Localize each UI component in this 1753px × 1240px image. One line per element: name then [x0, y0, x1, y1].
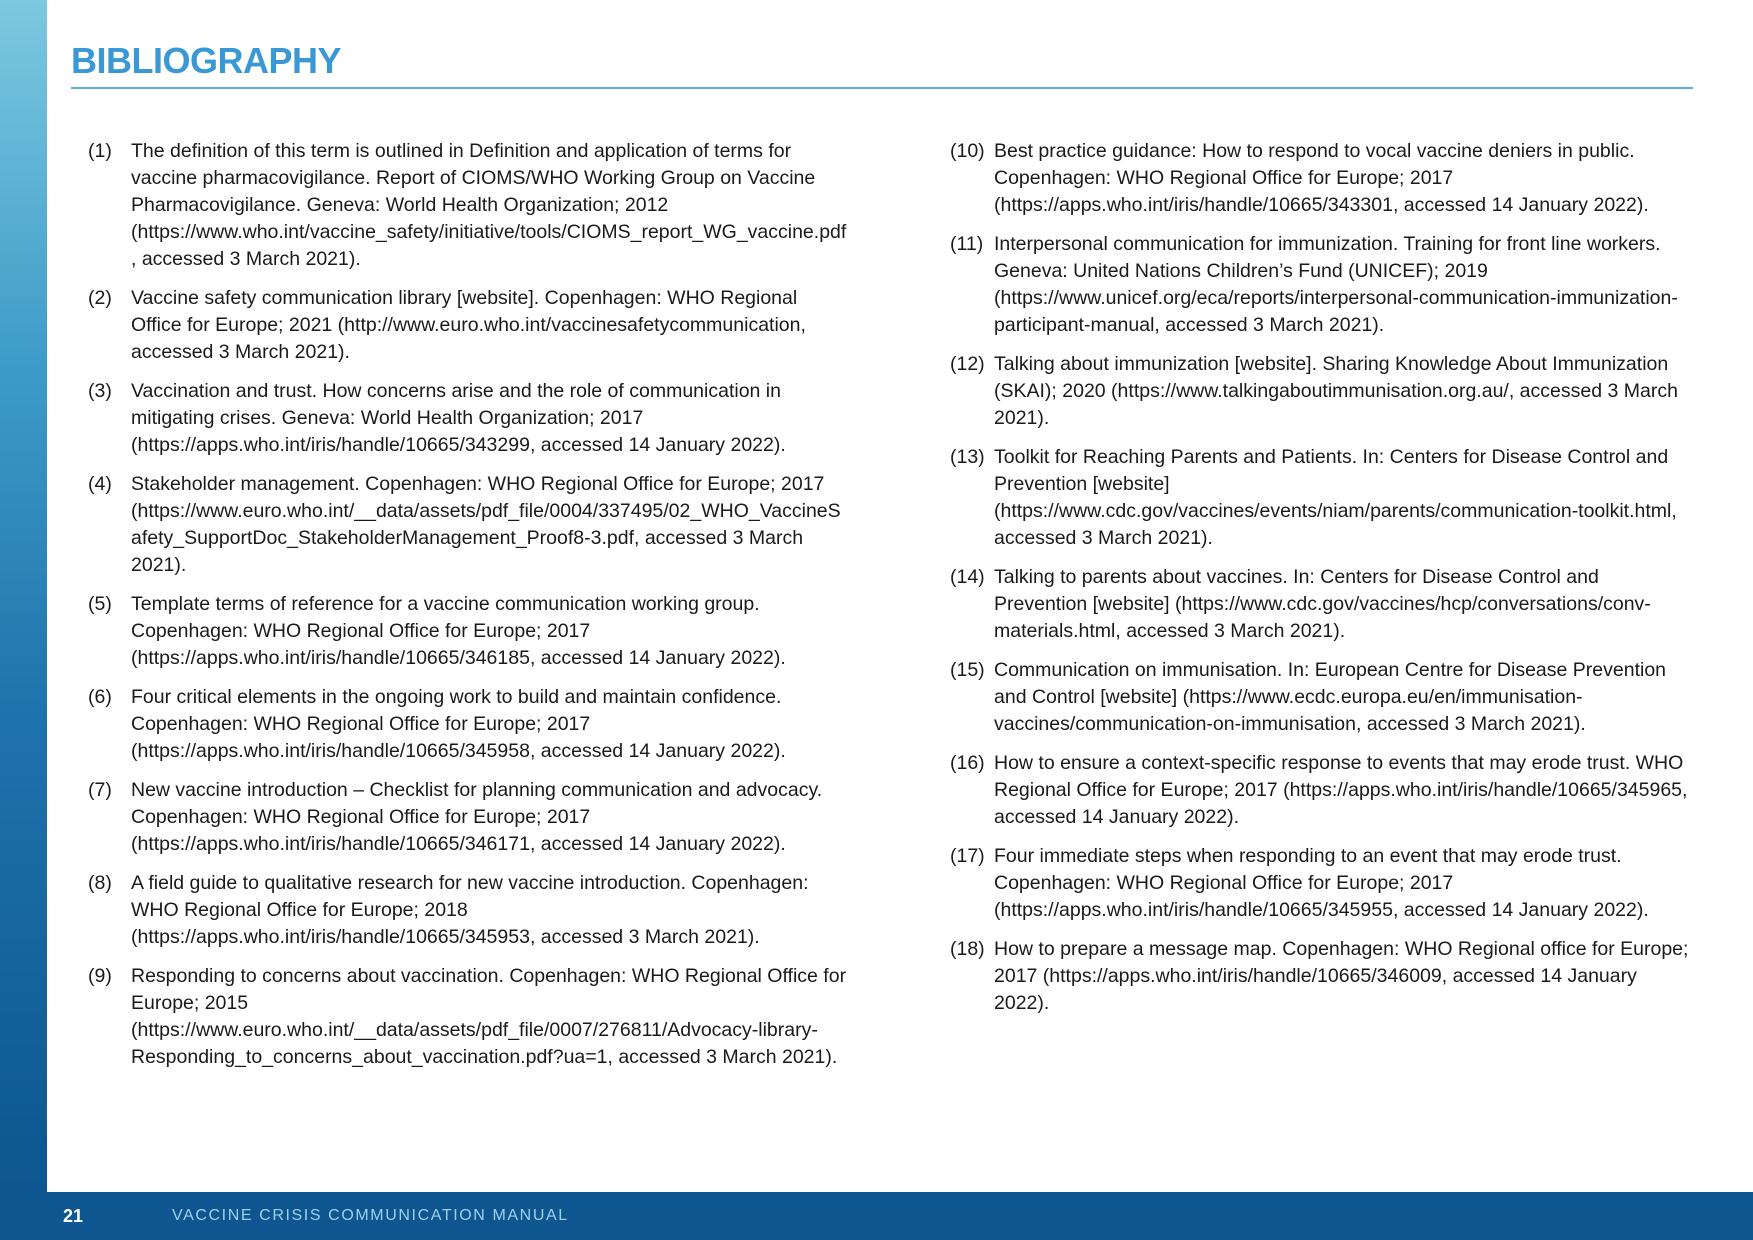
reference-number: (6) — [88, 686, 112, 708]
reference-number: (17) — [950, 845, 985, 867]
reference-number: (12) — [950, 353, 985, 375]
reference-item — [88, 684, 850, 765]
reference-number: (4) — [88, 473, 112, 495]
reference-item — [88, 471, 850, 579]
reference-text: Toolkit for Reaching Parents and Patients. In: Centers for Disease Control and Prevention [website] (https://www.cdc.gov/vaccines/events/niam/parents/communication-toolkit.html, accessed 3 March 2021). — [994, 446, 1677, 549]
reference-number: (5) — [88, 593, 112, 615]
reference-text: Responding to concerns about vaccination. Copenhagen: WHO Regional Office for Europe; 2015 (https://www.euro.who.int/__data/assets/pdf_file/0007/276811/Advocacy-library-Responding_to_concerns_about_vaccination.pdf?ua=1, accessed 3 March 2021). — [131, 965, 847, 1068]
reference-text: New vaccine introduction – Checklist for planning communication and advocacy. Copenhagen: WHO Regional Office for Europe; 2017 (https://apps.who.int/iris/handle/10665/346171, accessed 14 January 2022). — [131, 779, 823, 855]
reference-text: Vaccination and trust. How concerns arise and the role of communication in mitigating crises. Geneva: World Health Organization; 2017 (https://apps.who.int/iris/handle/10665/343299, accessed 14 January 2022). — [131, 380, 786, 456]
reference-item — [950, 657, 1694, 738]
reference-item — [950, 843, 1694, 924]
title-divider — [71, 87, 1693, 89]
reference-number: (8) — [88, 872, 112, 894]
reference-number: (1) — [88, 140, 112, 162]
reference-text: Vaccine safety communication library [website]. Copenhagen: WHO Regional Office for Europe; 2021 (http://www.euro.who.int/vaccinesafetycommunication, accessed 3 March 2021). — [131, 287, 806, 363]
bibliography-column-left — [88, 138, 850, 1083]
reference-item — [950, 444, 1694, 552]
reference-text: Template terms of reference for a vaccine communication working group. Copenhagen: WHO Regional Office for Europe; 2017 (https://apps.who.int/iris/handle/10665/346185, accessed 14 January 2022). — [131, 593, 786, 669]
page-number: 21 — [63, 1206, 84, 1226]
reference-number: (2) — [88, 287, 112, 309]
reference-item — [88, 285, 850, 366]
reference-text: How to prepare a message map. Copenhagen: WHO Regional office for Europe; 2017 (https://apps.who.int/iris/handle/10665/346009, accessed 14 January 2022). — [994, 938, 1689, 1014]
reference-text: Four immediate steps when responding to an event that may erode trust. Copenhagen: WHO Regional Office for Europe; 2017 (https://apps.who.int/iris/handle/10665/345955, accessed 14 January 2022). — [994, 845, 1649, 921]
reference-item — [950, 936, 1694, 1017]
reference-text: A field guide to qualitative research for new vaccine introduction. Copenhagen: WHO Regional Office for Europe; 2018 (https://apps.who.int/iris/handle/10665/345953, accessed 3 March 2021). — [131, 872, 809, 948]
reference-item — [88, 870, 850, 951]
reference-text: How to ensure a context-specific response to events that may erode trust. WHO Regional Office for Europe; 2017 (https://apps.who.int/iris/handle/10665/345965, accessed 14 January 2022). — [994, 752, 1688, 828]
reference-item — [950, 351, 1694, 432]
footer-bar — [0, 1192, 1753, 1240]
reference-item — [950, 564, 1694, 645]
reference-item — [88, 378, 850, 459]
reference-item — [950, 138, 1694, 219]
reference-text: The definition of this term is outlined in Definition and application of terms for vaccine pharmacovigilance. Report of CIOMS/WHO Working Group on Vaccine Pharmacovigilance. Geneva: World Health Organization; 2012 (https://www.who.int/vaccine_safety/initiative/tools/CIOMS_report_WG_vaccine.pdf, accessed 3 March 2021). — [131, 140, 847, 270]
reference-number: (13) — [950, 446, 985, 468]
document-title: VACCINE CRISIS COMMUNICATION MANUAL — [172, 1207, 569, 1224]
reference-number: (18) — [950, 938, 985, 960]
reference-item — [88, 591, 850, 672]
reference-text: Best practice guidance: How to respond to vocal vaccine deniers in public. Copenhagen: WHO Regional Office for Europe; 2017 (https://apps.who.int/iris/handle/10665/343301, accessed 14 January 2022). — [994, 140, 1649, 216]
reference-item — [950, 750, 1694, 831]
reference-item — [88, 963, 850, 1071]
reference-item — [88, 138, 850, 273]
reference-number: (14) — [950, 566, 985, 588]
side-decorative-band — [0, 0, 47, 1192]
reference-number: (11) — [950, 233, 984, 255]
reference-text: Talking to parents about vaccines. In: Centers for Disease Control and Prevention [website] (https://www.cdc.gov/vaccines/hcp/conversations/conv-materials.html, accessed 3 March 2021). — [994, 566, 1651, 642]
reference-text: Four critical elements in the ongoing work to build and maintain confidence. Copenhagen: WHO Regional Office for Europe; 2017 (https://apps.who.int/iris/handle/10665/345958, accessed 14 January 2022). — [131, 686, 786, 762]
reference-number: (7) — [88, 779, 112, 801]
reference-item — [950, 231, 1694, 339]
reference-number: (3) — [88, 380, 112, 402]
reference-number: (16) — [950, 752, 985, 774]
reference-number: (10) — [950, 140, 985, 162]
bibliography-column-right — [950, 138, 1694, 1029]
page-title: BIBLIOGRAPHY — [71, 40, 342, 81]
reference-number: (9) — [88, 965, 112, 987]
reference-text: Interpersonal communication for immunization. Training for front line workers. Geneva: United Nations Children’s Fund (UNICEF); 2019 (https://www.unicef.org/eca/reports/interpersonal-communication-immunization-participant-manual, accessed 3 March 2021). — [994, 233, 1678, 336]
reference-number: (15) — [950, 659, 985, 681]
reference-text: Stakeholder management. Copenhagen: WHO Regional Office for Europe; 2017 (https://www.euro.who.int/__data/assets/pdf_file/0004/337495/02_WHO_VaccineSafety_SupportDoc_StakeholderManagement_Proof8-3.pdf, accessed 3 March 2021). — [131, 473, 841, 576]
reference-item — [88, 777, 850, 858]
reference-text: Talking about immunization [website]. Sharing Knowledge About Immunization (SKAI); 2020 (https://www.talkingaboutimmunisation.org.au/, accessed 3 March 2021). — [994, 353, 1678, 429]
reference-text: Communication on immunisation. In: European Centre for Disease Prevention and Control [website] (https://www.ecdc.europa.eu/en/immunisation-vaccines/communication-on-immunisation, accessed 3 March 2021). — [994, 659, 1667, 735]
